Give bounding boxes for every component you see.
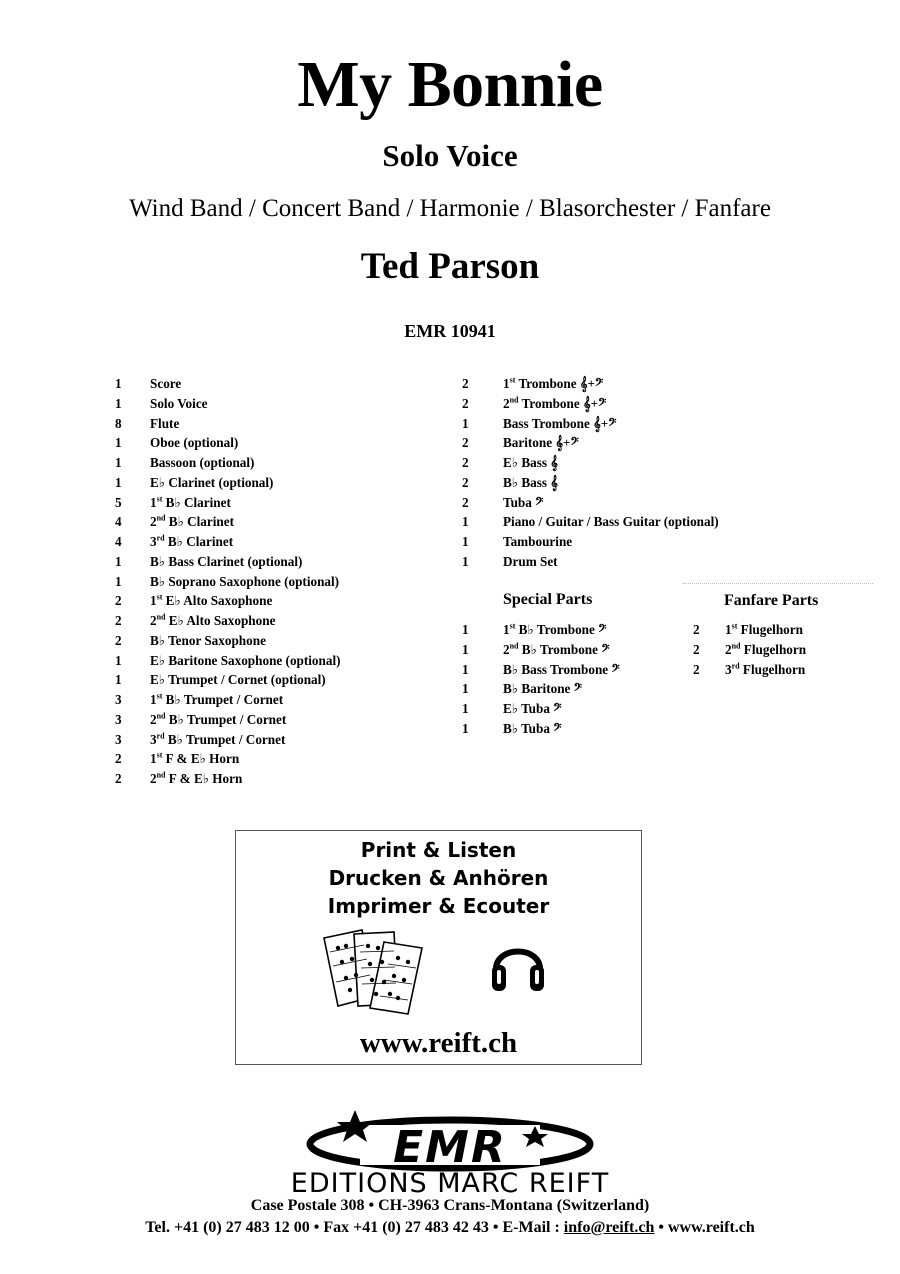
instrument-quantity: 8 [115,415,122,431]
instrument-quantity: 1 [462,641,469,657]
instrument-name [503,641,610,659]
clef-icon: 𝄢 [549,701,562,716]
part-ordinal: 2 [150,613,157,628]
instrument-name [150,454,254,472]
instrument-name [150,533,233,551]
instrument-name [503,661,620,679]
instrument-label: Drum Set [503,553,558,569]
special-parts-list [462,621,692,741]
instrument-quantity: 2 [115,613,122,628]
publisher-address: Case Postale 308 • CH-3963 Crans-Montana (Switzerland) [250,1197,650,1214]
part-ordinal: 2 [503,641,510,657]
ordinal-suffix: nd [156,711,166,721]
instrument-quantity: 1 [462,622,469,637]
divider [683,583,873,584]
instrument-quantity: 1 [462,415,469,431]
instrument-name [503,700,562,718]
clef-icon: 𝄞+𝄢 [552,435,579,451]
instrument-name [503,621,606,639]
part-ordinal: 1 [150,593,157,609]
ordinal-suffix: nd [156,770,166,780]
print-listen-box [235,830,642,1065]
instrument-label: B♭ Clarinet [167,534,234,549]
instrument-name [150,671,326,689]
ordinal-suffix: st [156,592,163,602]
instrument-quantity: 1 [115,672,122,688]
clef-icon: 𝄢 [594,622,607,637]
instrument-name [503,494,543,512]
instrument-name [725,641,806,659]
instrument-quantity: 1 [462,661,469,677]
instrument-quantity: 2 [115,593,122,609]
instrument-quantity: 2 [462,395,469,411]
ordinal-suffix: st [156,494,163,504]
instrument-quantity: 2 [693,641,700,657]
ordinal-suffix: nd [509,395,519,405]
instrument-name [150,770,242,788]
instrument-quantity: 1 [462,534,469,549]
instrument-label: Trombone [521,395,580,411]
ordinal-suffix: nd [156,612,166,622]
ordinal-suffix: nd [731,641,741,651]
instrument-label: B♭ Clarinet [165,494,231,510]
instrument-quantity: 2 [115,632,122,648]
instrument-name [150,434,238,452]
instrument-name [150,573,339,591]
instrument-name [503,434,579,452]
instrument-label: E♭ Tuba [503,701,550,716]
instrument-label: Flugelhorn [743,641,807,657]
instrument-label: Tambourine [503,534,573,549]
instrument-quantity: 2 [693,622,700,637]
instrument-name [150,691,283,709]
instrument-name [150,750,239,768]
instrumentation-list-right [462,375,782,569]
ordinal-suffix: nd [509,641,519,651]
instrument-name [150,375,181,393]
instrument-label: B♭ Trumpet / Cornet [165,692,284,707]
instrument-name [503,553,558,571]
website-link[interactable]: www.reift.ch [359,1027,518,1059]
ordinal-suffix: rd [156,731,165,741]
instrument-label: E♭ Bass [503,455,547,470]
part-ordinal: 3 [150,534,157,549]
instrument-name [503,474,558,492]
instrument-label: B♭ Tuba [503,720,550,736]
instrument-label: Flute [150,415,180,431]
part-ordinal: 2 [725,641,732,657]
clef-icon: 𝄢 [608,661,620,677]
instrument-quantity: 2 [115,751,122,767]
instrument-label: B♭ Clarinet [168,514,234,530]
special-parts-heading: Special Parts [503,591,593,608]
print-listen-de: Drucken & Anhören [328,866,549,890]
emr-logo [300,1100,600,1175]
instrument-label: Baritone [503,435,553,451]
band-types: Wind Band / Concert Band / Harmonie / Blasorchester / Fanfare [129,195,771,222]
instrument-label: B♭ Baritone [503,681,571,697]
instrument-quantity: 1 [115,652,122,668]
instrument-label: Score [150,376,182,391]
part-ordinal: 1 [150,751,157,767]
instrument-quantity: 1 [462,681,469,697]
instrument-name [150,474,273,492]
clef-icon: 𝄞+𝄢 [589,415,617,431]
catalog-number: EMR 10941 [404,321,496,341]
part-ordinal: 2 [150,711,157,727]
instrument-name [503,513,719,531]
instrument-quantity: 3 [115,711,122,727]
publisher-name: EDITIONS MARC REIFT [290,1168,610,1199]
instrument-label: E♭ Baritone Saxophone (optional) [150,652,341,668]
print-listen-fr: Imprimer & Ecouter [327,894,550,918]
piece-subtitle: Solo Voice [382,138,518,173]
print-listen-en: Print & Listen [360,838,517,862]
clef-icon: 𝄞 [546,474,558,490]
ordinal-suffix: nd [156,513,166,523]
instrument-label: B♭ Trombone [518,622,595,637]
part-ordinal: 1 [150,494,157,510]
instrument-name [503,454,558,472]
instrument-quantity: 1 [115,435,122,451]
part-ordinal: 1 [725,622,732,637]
instrument-name [150,553,302,571]
instrument-quantity: 1 [115,395,122,411]
instrument-name [503,533,572,551]
instrument-name [725,621,803,639]
instrument-label: Flugelhorn [740,622,803,637]
ordinal-suffix: st [509,621,516,631]
instrument-quantity: 3 [115,731,122,747]
instrument-quantity: 1 [115,376,122,391]
instrument-label: E♭ Clarinet (optional) [150,474,274,490]
instrument-label: E♭ Alto Saxophone [168,613,276,628]
headphones-icon [488,931,548,997]
ordinal-suffix: st [156,750,163,760]
part-ordinal: 1 [503,622,510,637]
instrument-quantity: 2 [462,376,469,391]
instrument-name [150,652,341,670]
clef-icon: 𝄢 [598,641,610,657]
instrument-quantity: 4 [115,534,122,549]
fanfare-parts-heading: Fanfare Parts [724,592,819,609]
instrument-label: B♭ Trumpet / Cornet [168,711,287,727]
instrument-name [503,720,562,738]
ordinal-suffix: rd [156,533,165,543]
ordinal-suffix: st [156,691,163,701]
instrument-name [150,415,179,433]
instrument-quantity: 2 [462,494,469,510]
part-ordinal: 3 [725,661,732,677]
instrument-name [150,632,266,650]
sheet-music-icon [318,926,430,1016]
instrument-quantity: 1 [115,455,122,470]
part-ordinal: 1 [503,376,510,391]
instrument-label: B♭ Tenor Saxophone [150,632,266,648]
instrument-label: Oboe (optional) [150,435,239,451]
instrument-name [503,680,582,698]
clef-icon: 𝄢 [570,681,583,697]
ordinal-suffix: st [509,375,516,385]
instrument-name [150,612,275,630]
part-ordinal: 2 [150,514,157,530]
instrument-label: E♭ Trumpet / Cornet (optional) [150,672,326,688]
instrument-label: F & E♭ Horn [168,771,243,786]
email-link[interactable]: info@reift.ch [563,1219,655,1236]
instrument-name [503,375,603,393]
instrument-label: B♭ Soprano Saxophone (optional) [150,573,340,589]
instrument-label: Solo Voice [150,395,208,411]
instrument-name [150,592,272,610]
instrument-label: E♭ Alto Saxophone [165,593,273,609]
clef-icon: 𝄞 [546,455,558,470]
instrument-name [150,513,234,531]
instrument-label: B♭ Bass Clarinet (optional) [150,553,303,569]
contact-website: • www.reift.ch [654,1219,755,1236]
instrument-label: Piano / Guitar / Bass Guitar (optional) [503,514,719,530]
ordinal-suffix: rd [731,661,740,671]
instrument-label: B♭ Bass Trombone [503,661,609,677]
instrument-name [503,415,617,433]
instrument-name [725,661,805,679]
instrument-name [150,494,231,512]
instrumentation-list-left [115,375,415,795]
publisher-contact [0,1219,900,1237]
instrument-name [150,711,286,729]
clef-icon: 𝄞+𝄢 [576,376,604,391]
piece-title: My Bonnie [297,48,603,121]
instrument-label: B♭ Bass [503,474,547,490]
instrument-quantity: 2 [462,435,469,451]
fanfare-parts-list [693,621,883,681]
instrument-quantity: 3 [115,692,122,707]
instrument-name [503,395,606,413]
instrument-quantity: 4 [115,514,122,530]
part-ordinal: 3 [150,731,157,747]
instrument-quantity: 2 [693,661,700,677]
instrument-quantity: 1 [115,474,122,490]
contact-phone-fax: Tel. +41 (0) 27 483 12 00 • Fax +41 (0) 27 483 42 43 • E-Mail : [145,1219,564,1236]
instrument-label: Bassoon (optional) [150,455,255,470]
instrument-label: Trombone [518,376,577,391]
clef-icon: 𝄞+𝄢 [579,395,607,411]
instrument-quantity: 2 [462,474,469,490]
instrument-quantity: 1 [462,514,469,530]
instrument-quantity: 2 [115,771,122,786]
instrument-quantity: 1 [462,553,469,569]
instrument-quantity: 1 [462,720,469,736]
instrument-name [150,395,208,413]
clef-icon: 𝄢 [531,494,544,510]
composer-name: Ted Parson [360,246,540,287]
instrument-label: B♭ Trombone [521,641,598,657]
part-ordinal: 1 [150,692,157,707]
instrument-label: Bass Trombone [503,415,590,431]
instrument-label: B♭ Trumpet / Cornet [167,731,286,747]
instrument-label: Flugelhorn [742,661,806,677]
part-ordinal: 2 [503,395,510,411]
instrument-quantity: 1 [462,701,469,716]
part-ordinal: 2 [150,771,157,786]
instrument-quantity: 1 [115,553,122,569]
clef-icon: 𝄢 [549,720,562,736]
ordinal-suffix: st [731,621,738,631]
instrument-quantity: 1 [115,573,122,589]
instrument-label: Tuba [503,494,532,510]
instrument-quantity: 5 [115,494,122,510]
logo-text: EMR [393,1122,507,1173]
instrument-name [150,731,285,749]
instrument-label: F & E♭ Horn [165,751,240,767]
instrument-quantity: 2 [462,455,469,470]
